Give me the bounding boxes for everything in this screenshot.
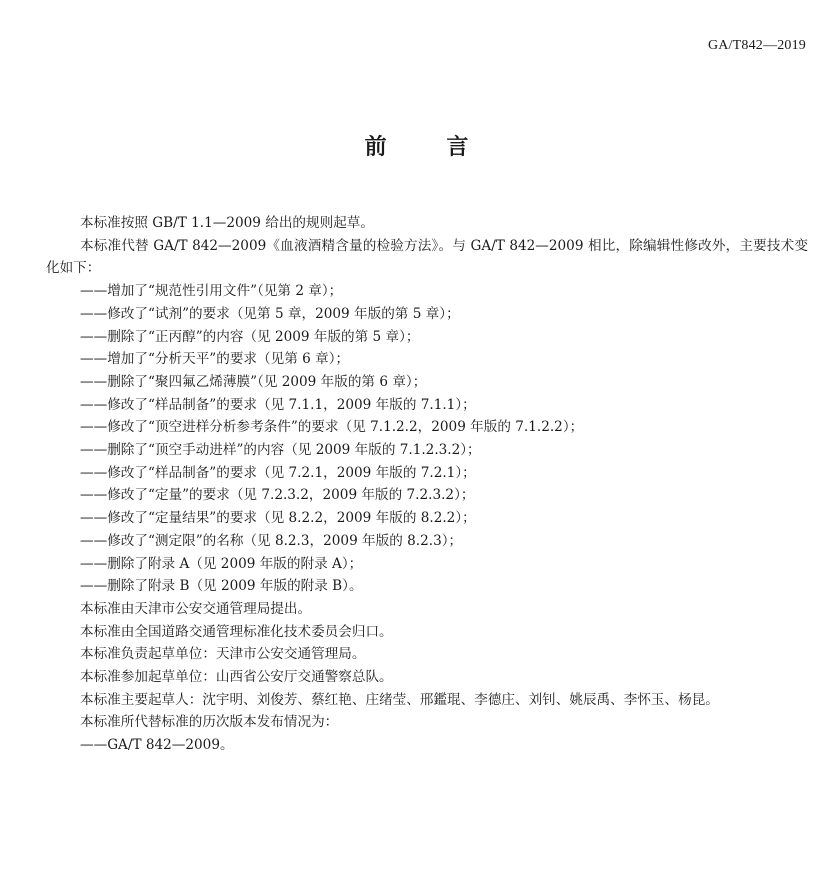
paragraph-proposed-by: 本标准由天津市公安交通管理局提出。 xyxy=(80,600,312,617)
change-item: ——修改了“测定限”的名称（见 8.2.3，2009 年版的 8.2.3）； xyxy=(80,532,463,549)
paragraph-responsible-unit: 本标准负责起草单位：天津市公安交通管理局。 xyxy=(80,646,366,663)
foreword-body xyxy=(46,212,808,757)
change-item: ——删除了附录 B（见 2009 年版的附录 B）。 xyxy=(80,578,363,595)
change-item: ——修改了“样品制备”的要求（见 7.1.1，2009 年版的 7.1.1）； xyxy=(80,396,476,413)
change-item: ——修改了“试剂”的要求（见第 5 章，2009 年版的第 5 章）； xyxy=(80,305,460,322)
page-title: 前 言 xyxy=(364,135,495,160)
paragraph-replaces-standard: 本标准代替 GA/T 842—2009《血液酒精含量的检验方法》。与 GA/T 842—2009 相比，除编辑性修改外，主要技术变化如下： xyxy=(46,237,808,277)
change-item: ——修改了“顶空进样分析参考条件”的要求（见 7.1.2.2，2009 年版的 7.1.2.2）； xyxy=(80,419,584,436)
paragraph-main-drafters: 本标准主要起草人：沈宇明、刘俊芳、蔡红艳、庄绪莹、邢鑑琨、李德庄、刘钊、姚辰禹、李怀玉、杨昆。 xyxy=(80,691,719,708)
change-item: ——修改了“定量”的要求（见 7.2.3.2，2009 年版的 7.2.3.2）； xyxy=(80,487,475,504)
document-code: GA/T842—2019 xyxy=(707,38,806,53)
change-item: ——增加了“分析天平”的要求（见第 6 章）； xyxy=(80,351,350,368)
change-item: ——删除了“聚四氟乙烯薄膜”（见 2009 年版的第 6 章）； xyxy=(80,373,427,390)
paragraph-participating-unit: 本标准参加起草单位：山西省公安厅交通警察总队。 xyxy=(80,669,393,686)
history-item: ——GA/T 842—2009。 xyxy=(80,737,234,754)
change-item: ——删除了“顶空手动进样”的内容（见 2009 年版的 7.1.2.3.2）； xyxy=(80,442,481,459)
paragraph-centralized-by: 本标准由全国道路交通管理标准化技术委员会归口。 xyxy=(80,623,393,640)
paragraph-drafting-rules: 本标准按照 GB/T 1.1—2009 给出的规则起草。 xyxy=(80,215,374,231)
change-item: ——删除了“正丙醇”的内容（见 2009 年版的第 5 章）； xyxy=(80,328,420,345)
change-item: ——增加了“规范性引用文件”（见第 2 章）； xyxy=(80,283,343,300)
change-item: ——修改了“样品制备”的要求（见 7.2.1，2009 年版的 7.2.1）； xyxy=(80,464,476,481)
change-item: ——删除了附录 A（见 2009 年版的附录 A）； xyxy=(80,555,363,572)
change-item: ——修改了“定量结果”的要求（见 8.2.2，2009 年版的 8.2.2）； xyxy=(80,510,476,527)
paragraph-version-history: 本标准所代替标准的历次版本发布情况为： xyxy=(80,714,339,731)
